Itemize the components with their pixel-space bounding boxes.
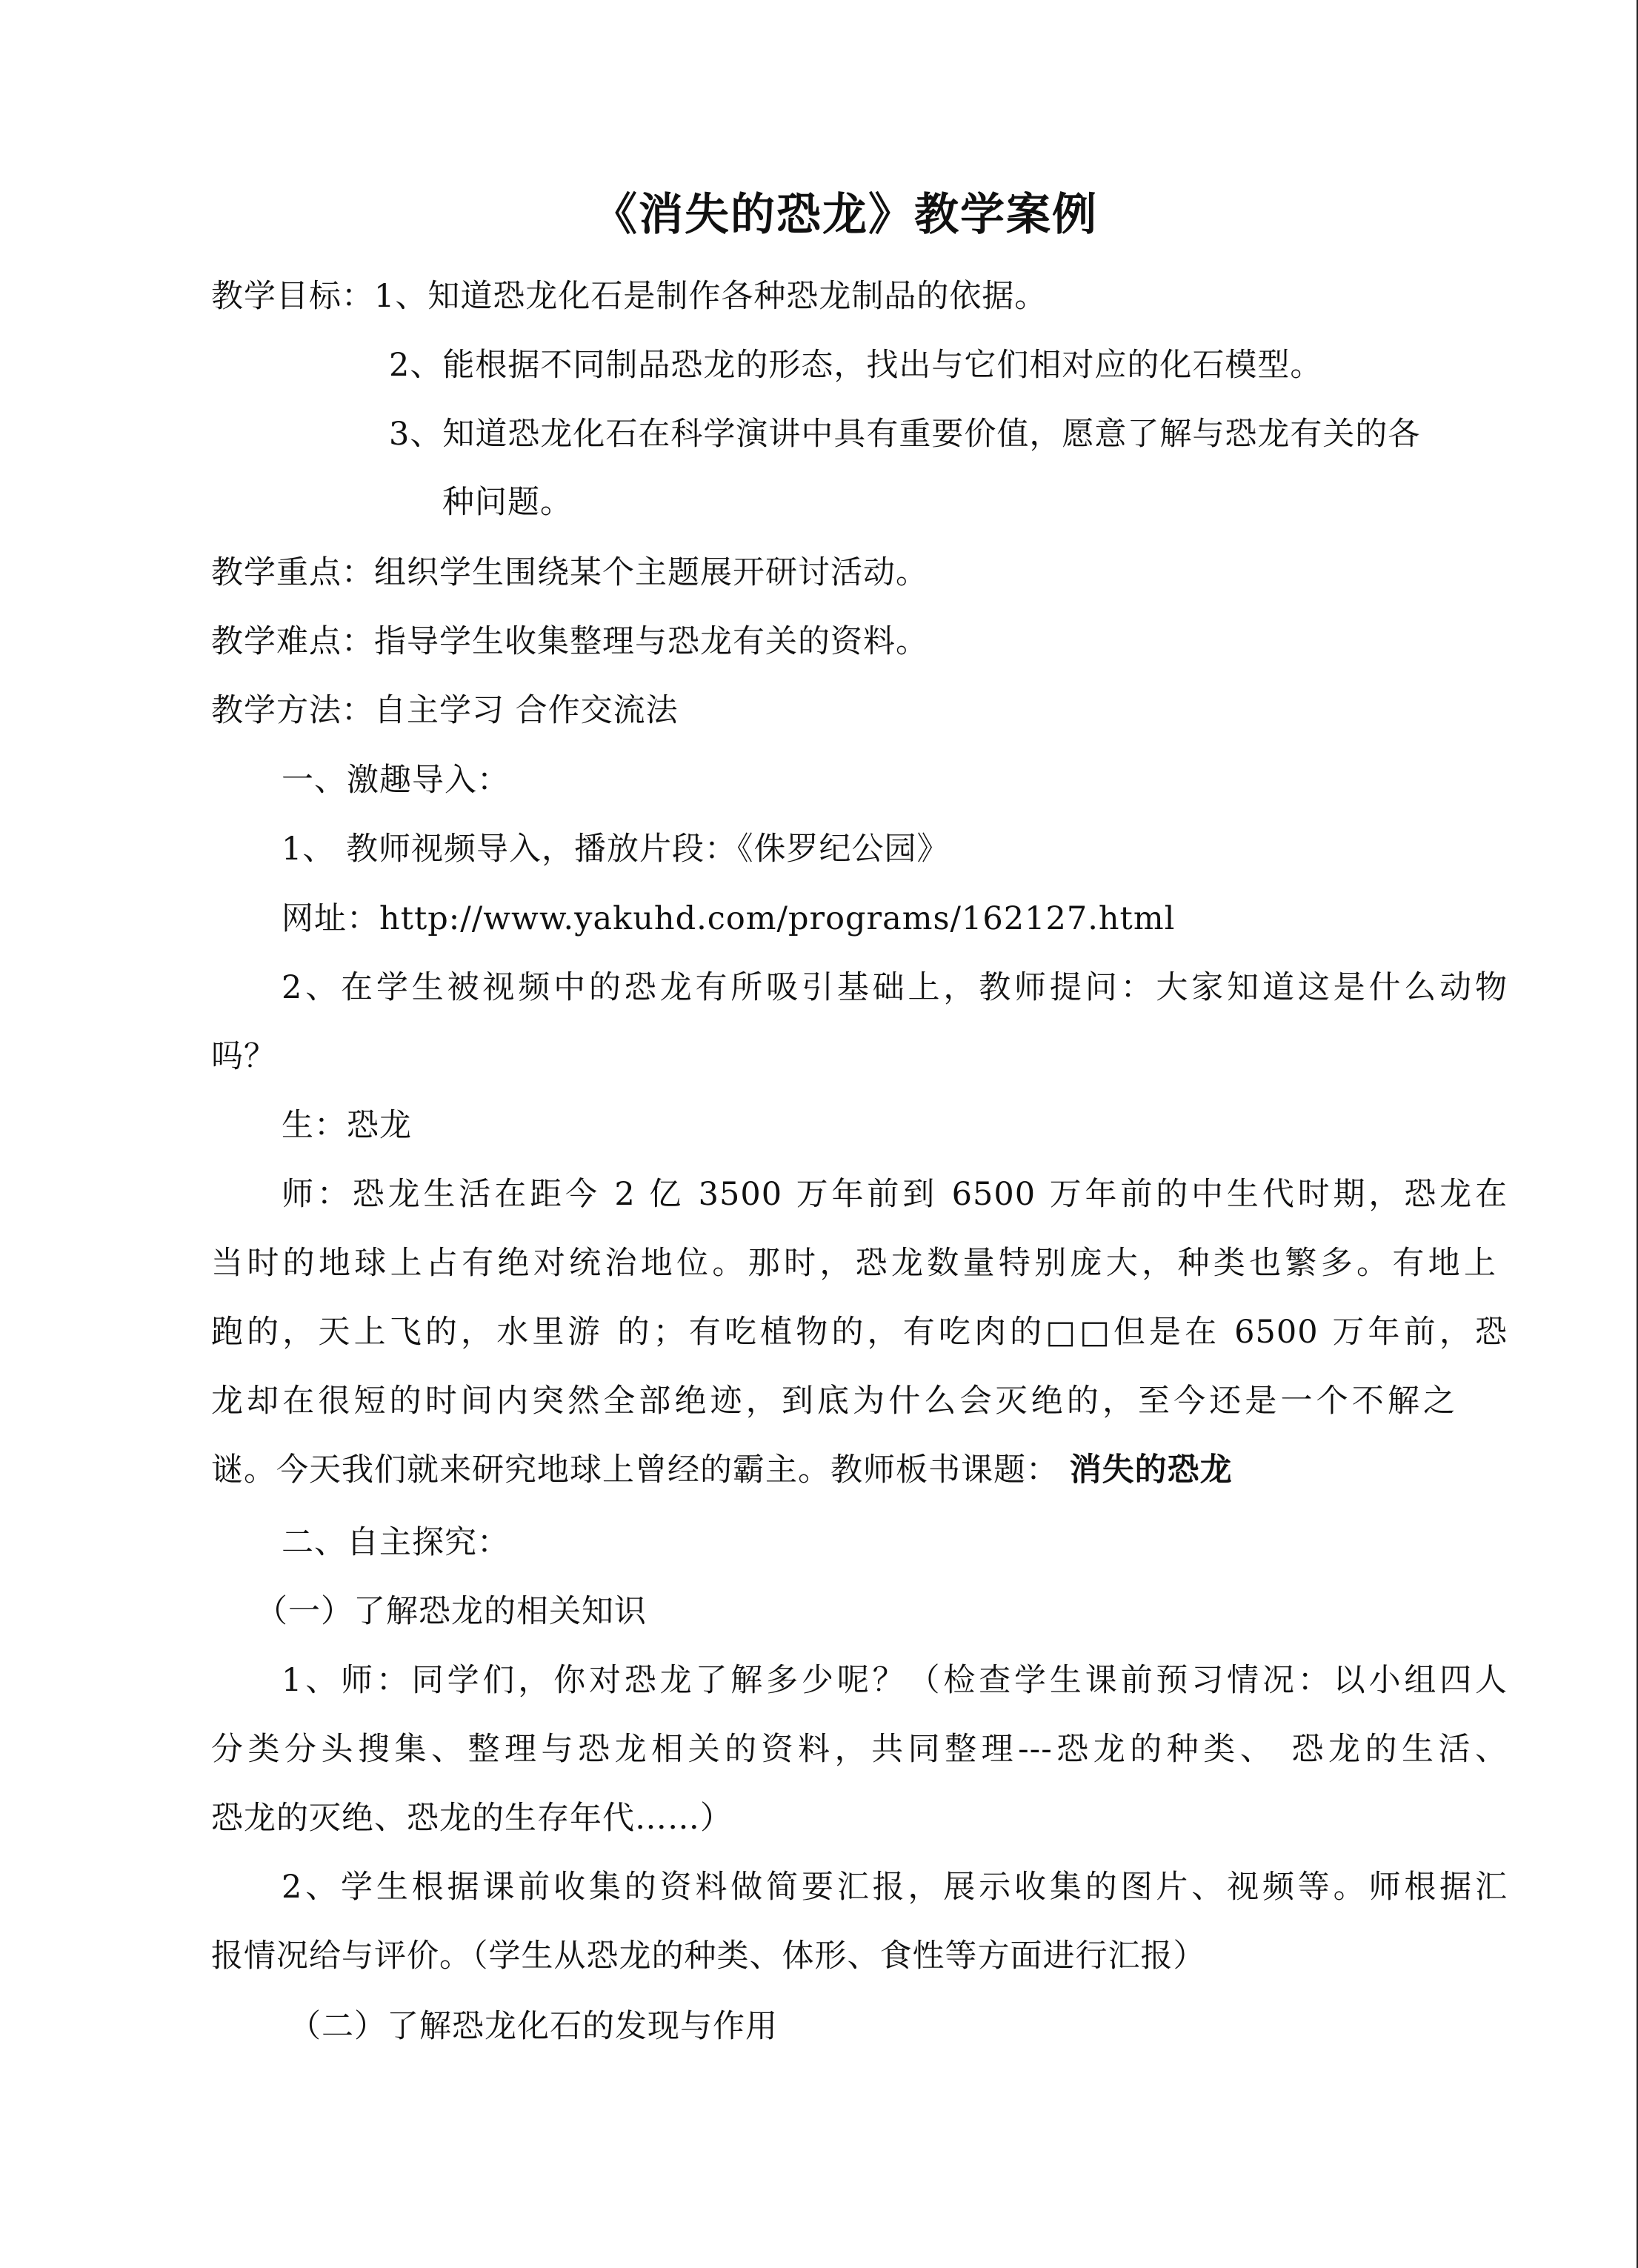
section1-teacher-e-text: 谜。今天我们就来研究地球上曾经的霸主。教师板书课题： [211,1451,1059,1489]
difficulty: 教学难点：指导学生收集整理与恐龙有关的资料。 [211,623,928,660]
section2-p2a: 2、学生根据课前收集的资料做简要汇报，展示收集的图片、视频等。师根据汇 [282,1869,1508,1906]
section2-sub2: （二）了解恐龙化石的发现与作用 [289,2008,778,2045]
objective-item-1: 1、知道恐龙化石是制作各种恐龙制品的依据。 [374,278,1048,315]
objective-item-2: 2、能根据不同制品恐龙的形态，找出与它们相对应的化石模型。 [389,347,1323,384]
section2-p1a: 1、师：同学们，你对恐龙了解多少呢？（检查学生课前预习情况：以小组四人 [282,1662,1508,1699]
section1-teacher-c: 跑的，天上飞的，水里游 的；有吃植物的，有吃肉的□□但是在 6500 万年前，恐 [211,1314,1508,1351]
section2-p1b: 分类分头搜集、整理与恐龙相关的资料，共同整理---恐龙的种类、 恐龙的生活、 [211,1731,1508,1768]
objectives-line-1 [211,274,1047,319]
section1-student: 生：恐龙 [282,1107,412,1144]
section1-url: 网址：http://www.yakuhd.com/programs/162127.html [282,900,1176,937]
section1-teacher-d: 龙却在很短的时间内突然全部绝迹，到底为什么会灭绝的，至今还是一个不解之 [211,1383,1456,1420]
section1-p2a: 2、在学生被视频中的恐龙有所吸引基础上，教师提问：大家知道这是什么动物 [282,969,1508,1006]
lesson-topic: 消失的恐龙 [1069,1451,1233,1489]
section1-p2b: 吗？ [211,1038,276,1075]
key-point: 教学重点：组织学生围绕某个主题展开研讨活动。 [211,554,928,591]
objective-item-3a: 3、知道恐龙化石在科学演讲中具有重要价值，愿意了解与恐龙有关的各 [389,416,1421,453]
objectives-label: 教学目标： [211,278,374,315]
section2-sub1: （一）了解恐龙的相关知识 [256,1593,647,1630]
section2-p1c: 恐龙的灭绝、恐龙的生存年代……） [211,1800,733,1837]
section1-heading: 一、激趣导入： [282,762,510,799]
section2-heading: 二、自主探究： [282,1524,510,1561]
teaching-method: 教学方法：自主学习 合作交流法 [211,692,679,729]
section2-p2b: 报情况给与评价。（学生从恐龙的种类、体形、食性等方面进行汇报） [211,1938,1206,1975]
section1-teacher-b: 当时的地球上占有绝对统治地位。那时，恐龙数量特别庞大，种类也繁多。有地上 [211,1245,1496,1282]
document-title: 《消失的恐龙》教学案例 [593,189,1098,241]
objective-item-3b: 种问题。 [442,484,573,521]
section1-p1: 1、 教师视频导入，播放片段：《侏罗纪公园》 [282,831,950,868]
section1-teacher-a: 师：恐龙生活在距今 2 亿 3500 万年前到 6500 万年前的中生代时期，恐龙在 [282,1176,1508,1213]
section1-teacher-e [211,1448,1233,1492]
